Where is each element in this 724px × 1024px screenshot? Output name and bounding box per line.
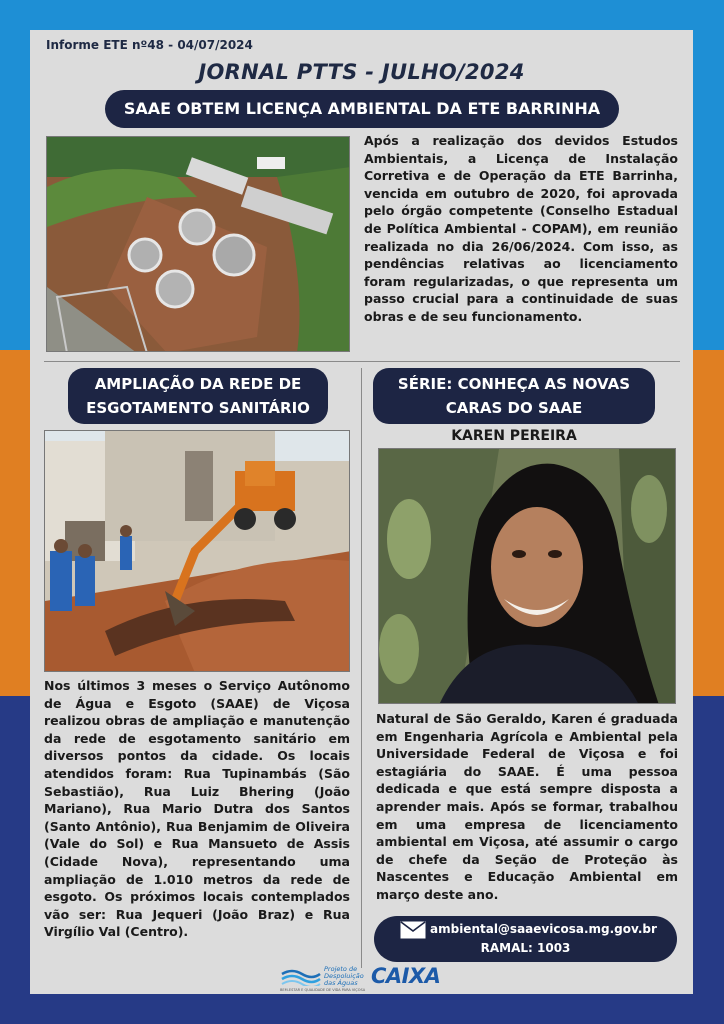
right-article-title <box>373 368 655 424</box>
envelope-icon <box>400 921 426 939</box>
sewer-works-photo <box>44 430 350 672</box>
left-title-line1: AMPLIAÇÃO DA REDE DE <box>94 375 302 393</box>
issue-label: Informe ETE nº48 - 04/07/2024 <box>46 38 253 52</box>
karen-portrait-photo <box>378 448 676 704</box>
contact-box <box>374 916 677 962</box>
ete-aerial-photo <box>46 136 350 352</box>
journal-title: JORNAL PTTS - JULHO/2024 <box>198 60 525 84</box>
right-article-body: Natural de São Geraldo, Karen é graduada em Engenharia Agrícola e Ambiental pela Universidade Federal de Viçosa e foi estagiária do SAAE. É uma pessoa dedicada e que está sempre disposta a aprender mais. Após se formar, trabalhou em uma empresa de licenciamento ambiental em Viçosa, até assumir o cargo de chefe da Seção de Proteção às Nascentes e Educação Ambiental em março deste ano. <box>376 711 678 902</box>
newsletter-sheet <box>30 30 693 994</box>
left-article-body: Nos últimos 3 meses o Serviço Autônomo de Água e Esgoto (SAAE) de Viçosa realizou obras de ampliação e manutenção da rede de esgotamento sanitário em diversos pontos da cidade. Os locais atendidos foram: Rua Tupinambás (São Sebastião), Rua Luiz Bhering (João Mariano), Rua Mario Dutra dos Santos (Santo Antônio), Rua Benjamim de Oliveira (Vale do Sol) e Rua Mansueto de Assis (Cidade Nova), representando uma ampliação de 1.010 metros da rede de esgoto. Os próximos locais contemplados vão ser: Rua Jequeri (João Braz) e Rua Virgílio Val (Centro). <box>44 678 350 940</box>
project-logo-text: Projeto de Despoluição das Águas <box>324 965 364 987</box>
main-article-body: Após a realização dos devidos Estudos Ambientais, a Licença de Instalação Corretiva e de Operação da ETE Barrinha, vencida em outubro de 2020, foi aprovada pelo órgão competente (Conselho Estadual de Política Ambiental - COPAM), em reunião realizada no dia 26/06/2024. Com isso, as pendências relativas ao licenciamento foram regularizadas, o que representa um passo crucial para a continuidade de suas obras e de seu funcionamento. <box>364 133 678 324</box>
right-title-line1: SÉRIE: CONHEÇA AS NOVAS <box>397 375 631 393</box>
right-title-line2: CARAS DO SAAE <box>445 399 583 417</box>
main-article-title: SAAE OBTEM LICENÇA AMBIENTAL DA ETE BARRINHA <box>105 90 619 128</box>
left-article-title <box>68 368 328 424</box>
person-name: KAREN PEREIRA <box>451 428 577 444</box>
project-tagline: BEM-ESTAR E QUALIDADE DE VIDA PARA VIÇOSA <box>280 988 366 992</box>
column-divider <box>361 368 362 968</box>
section-divider <box>44 361 680 362</box>
contact-ramal: RAMAL: 1003 <box>480 941 571 955</box>
contact-email-link[interactable]: ambiental@saaevicosa.mg.gov.br <box>430 922 657 936</box>
left-title-line2: ESGOTAMENTO SANITÁRIO <box>86 399 310 417</box>
water-waves-icon <box>280 966 322 986</box>
caixa-logo: CAIXA <box>371 964 441 988</box>
project-logo <box>280 966 372 992</box>
